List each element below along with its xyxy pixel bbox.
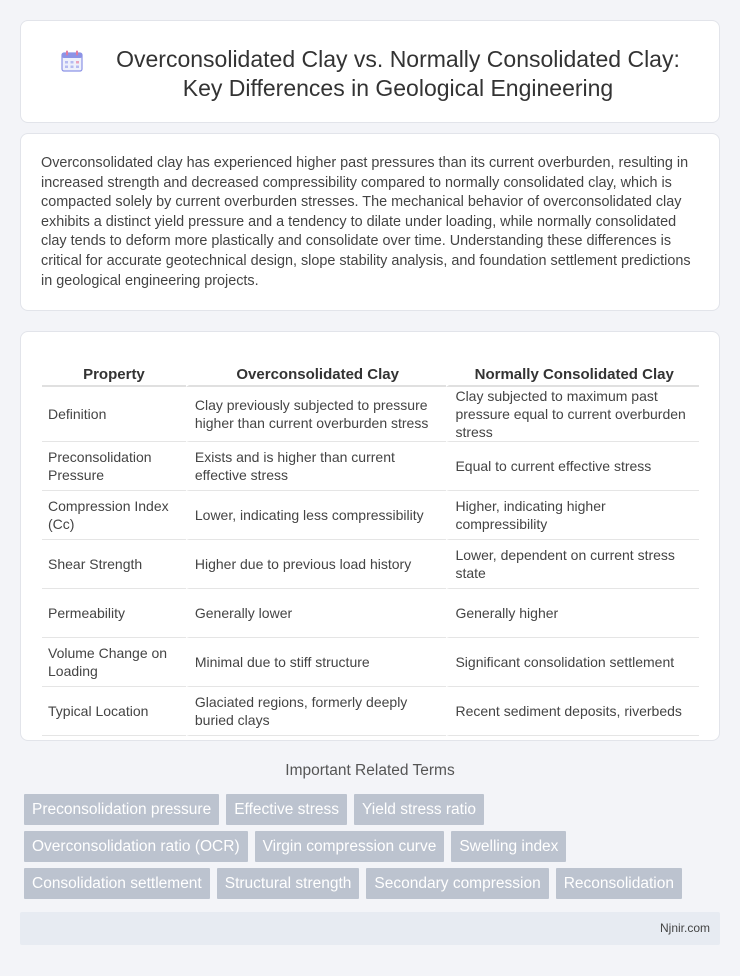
normally-consolidated-cell: Clay subjected to maximum past pressure equal to current overburden stress <box>446 387 699 442</box>
normally-consolidated-cell: Higher, indicating higher compressibility <box>446 491 699 540</box>
header-card <box>20 20 720 123</box>
term-tag[interactable]: Yield stress ratio <box>354 794 484 825</box>
table-row <box>42 638 699 687</box>
intro-card <box>20 133 720 311</box>
overconsolidated-cell: Lower, indicating less compressibility <box>186 491 447 540</box>
table-row <box>42 442 699 491</box>
table-row <box>42 687 699 736</box>
overconsolidated-cell: Exists and is higher than current effective stress <box>186 442 447 491</box>
column-header-overconsolidated: Overconsolidated Clay <box>186 353 447 387</box>
table-row <box>42 491 699 540</box>
property-cell: Permeability <box>42 589 186 638</box>
property-cell: Shear Strength <box>42 540 186 589</box>
term-tag[interactable]: Secondary compression <box>366 868 548 899</box>
related-terms-row <box>24 868 689 899</box>
calendar-icon <box>61 50 83 72</box>
overconsolidated-cell: Generally lower <box>186 589 447 638</box>
site-name[interactable]: Njnir.com <box>659 921 710 935</box>
property-cell: Definition <box>42 387 186 442</box>
table-row <box>42 387 699 442</box>
term-tag[interactable]: Reconsolidation <box>556 868 682 899</box>
normally-consolidated-cell: Generally higher <box>446 589 699 638</box>
footer <box>20 912 720 945</box>
normally-consolidated-cell: Recent sediment deposits, riverbeds <box>446 687 699 736</box>
related-terms-row <box>24 831 573 862</box>
normally-consolidated-cell: Equal to current effective stress <box>446 442 699 491</box>
term-tag[interactable]: Consolidation settlement <box>24 868 210 899</box>
overconsolidated-cell: Clay previously subjected to pressure higher than current overburden stress <box>186 387 447 442</box>
property-cell: Preconsolidation Pressure <box>42 442 186 491</box>
table-row <box>42 589 699 638</box>
overconsolidated-cell: Higher due to previous load history <box>186 540 447 589</box>
normally-consolidated-cell: Lower, dependent on current stress state <box>446 540 699 589</box>
property-cell: Compression Index (Cc) <box>42 491 186 540</box>
term-tag[interactable]: Structural strength <box>217 868 360 899</box>
overconsolidated-cell: Minimal due to stiff structure <box>186 638 447 687</box>
column-header-property: Property <box>42 353 186 387</box>
normally-consolidated-cell: Significant consolidation settlement <box>446 638 699 687</box>
table-header-row <box>42 353 699 387</box>
page-title: Overconsolidated Clay vs. Normally Consolidated Clay: Key Differences in Geological Engineering <box>116 46 680 101</box>
property-cell: Typical Location <box>42 687 186 736</box>
overconsolidated-cell: Glaciated regions, formerly deeply buried clays <box>186 687 447 736</box>
term-tag[interactable]: Swelling index <box>451 831 566 862</box>
comparison-table <box>42 353 699 736</box>
header <box>61 45 689 103</box>
table-row <box>42 540 699 589</box>
comparison-table-card <box>20 331 720 741</box>
term-tag[interactable]: Effective stress <box>226 794 347 825</box>
property-cell: Volume Change on Loading <box>42 638 186 687</box>
related-terms-title: Important Related Terms <box>285 762 455 779</box>
term-tag[interactable]: Preconsolidation pressure <box>24 794 219 825</box>
term-tag[interactable]: Overconsolidation ratio (OCR) <box>24 831 248 862</box>
related-terms-row <box>24 794 491 825</box>
term-tag[interactable]: Virgin compression curve <box>255 831 445 862</box>
intro-paragraph: Overconsolidated clay has experienced higher past pressures than its current overburden, resulting in increased strength and decreased compressibility compared to normally consolidated clay, which is compacted solely by current overburden stresses. The mechanical behavior of overconsolidated clay exhibits a distinct yield pressure and a tendency to dilate under loading, while normally consolidated clay tends to deform more plastically and consolidate over time. Understanding these differences is critical for accurate geotechnical design, slope stability analysis, and foundation settlement predictions in geological engineering projects. <box>41 155 691 289</box>
column-header-normally-consolidated: Normally Consolidated Clay <box>446 353 699 387</box>
